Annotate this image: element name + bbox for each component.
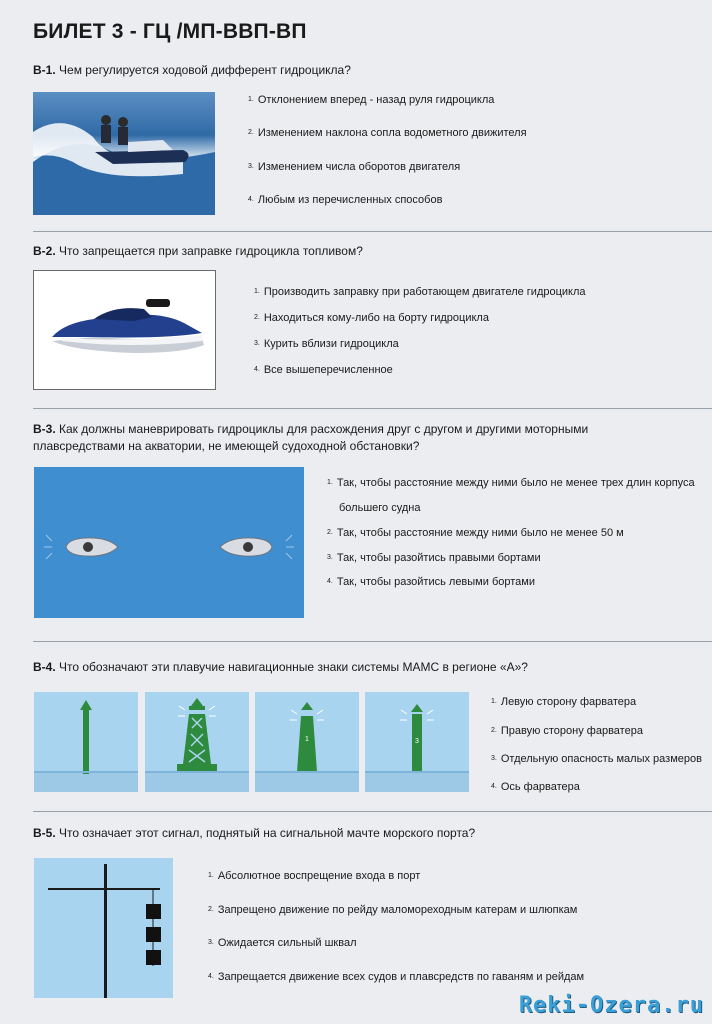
- question-5-number: В-5.: [33, 826, 56, 840]
- question-3-number: В-3.: [33, 422, 56, 436]
- q1-option-2[interactable]: $^{2.}$ Изменением наклона сопла водометного движителя: [248, 127, 527, 139]
- question-2: [33, 243, 363, 260]
- q2-option-1[interactable]: $^{1.}$ Производить заправку при работающем двигателе гидроцикла: [254, 286, 586, 298]
- ticket-title: БИЛЕТ 3 - ГЦ /МП-ВВП-ВП: [33, 20, 307, 43]
- q1-option-4[interactable]: $^{4.}$ Любым из перечисленных способов: [248, 194, 443, 206]
- buoy-image-1: [34, 692, 138, 792]
- question-5: [33, 825, 475, 842]
- question-1-text: Чем регулируется ходовой дифферент гидроцикла?: [59, 63, 351, 77]
- divider: [33, 408, 712, 409]
- q4-option-1[interactable]: $^{1.}$ Левую сторону фарватера: [491, 696, 637, 708]
- buoy-3-number: 3: [415, 738, 419, 745]
- jetski-photo: [33, 270, 216, 390]
- q5-option-3[interactable]: $^{3.}$ Ожидается сильный шквал: [208, 937, 357, 949]
- q2-option-4[interactable]: $^{4.}$ Все вышеперечисленное: [254, 364, 393, 376]
- q4-option-2[interactable]: $^{2.}$ Правую сторону фарватера: [491, 725, 643, 737]
- question-1-number: В-1.: [33, 63, 56, 77]
- question-3: [33, 421, 588, 455]
- q3-option-1[interactable]: $^{1.}$ Так, чтобы расстояние между ними было не менее трех длин корпуса большего судна: [327, 477, 695, 514]
- q5-option-4[interactable]: $^{4.}$ Запрещается движение всех судов и плавсредств по гаваням и рейдам: [208, 971, 585, 983]
- q5-option-2[interactable]: $^{2.}$ Запрещено движение по рейду маломореходным катерам и шлюпкам: [208, 904, 578, 916]
- question-4-number: В-4.: [33, 660, 56, 674]
- q5-option-1[interactable]: $^{1.}$ Абсолютное воспрещение входа в порт: [208, 870, 421, 882]
- q3-option-4[interactable]: $^{4.}$ Так, чтобы разойтись левыми бортами: [327, 576, 535, 588]
- divider: [33, 811, 712, 812]
- q2-option-2[interactable]: $^{2.}$ Находиться кому-либо на борту гидроцикла: [254, 312, 489, 324]
- question-4: [33, 659, 528, 676]
- divider: [33, 231, 712, 232]
- buoy-image-4: [365, 692, 469, 792]
- question-2-text: Что запрещается при заправке гидроцикла топливом?: [59, 244, 363, 258]
- question-1: [33, 62, 351, 79]
- question-3-text-line1: Как должны маневрировать гидроциклы для расхождения друг с другом и другими моторными: [59, 422, 589, 436]
- q4-option-4[interactable]: $^{4.}$ Ось фарватера: [491, 781, 580, 793]
- two-jetskis-top-view: [34, 467, 304, 618]
- q1-option-3[interactable]: $^{3.}$ Изменением числа оборотов двигателя: [248, 161, 461, 173]
- question-3-text-line2: плавсредствами на акватории, не имеющей судоходной обстановки?: [33, 439, 420, 453]
- question-4-text: Что обозначают эти плавучие навигационные знаки системы МАМС в регионе «А»?: [59, 660, 528, 674]
- q4-option-3[interactable]: $^{3.}$ Отдельную опасность малых размеров: [491, 753, 702, 765]
- site-watermark: Reki-Ozera.ru: [518, 993, 704, 1018]
- q3-option-3[interactable]: $^{3.}$ Так, чтобы разойтись правыми бортами: [327, 552, 541, 564]
- q1-option-1[interactable]: $^{1.}$ Отклонением вперед - назад руля гидроцикла: [248, 94, 495, 106]
- divider: [33, 641, 712, 642]
- buoy-image-3: [255, 692, 359, 792]
- buoy-1-number: 1: [305, 736, 309, 743]
- buoy-image-2: [145, 692, 249, 792]
- signal-mast-image: [34, 858, 173, 998]
- question-2-number: В-2.: [33, 244, 56, 258]
- question-5-text: Что означает этот сигнал, поднятый на сигнальной мачте морского порта?: [59, 826, 476, 840]
- q2-option-3[interactable]: $^{3.}$ Курить вблизи гидроцикла: [254, 338, 399, 350]
- q3-option-2[interactable]: $^{2.}$ Так, чтобы расстояние между ними было не менее 50 м: [327, 527, 624, 539]
- jetski-action-photo: [33, 92, 215, 215]
